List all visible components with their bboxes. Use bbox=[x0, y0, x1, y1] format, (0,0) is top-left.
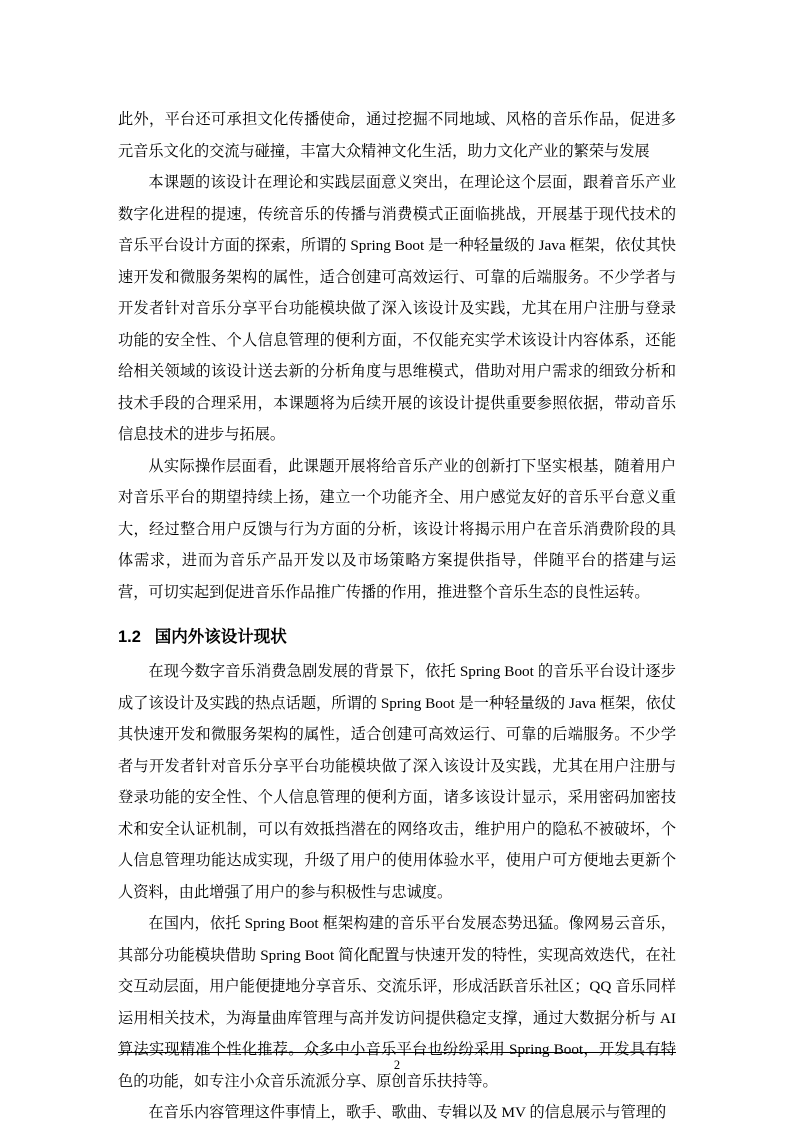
section-heading bbox=[118, 622, 676, 652]
footer-divider bbox=[118, 1052, 676, 1053]
page-body bbox=[118, 104, 676, 1129]
section-title: 国内外该设计现状 bbox=[154, 628, 287, 646]
paragraph: 从实际操作层面看，此课题开展将给音乐产业的创新打下坚实根基，随着用户对音乐平台的期望持续上扬，建立一个功能齐全、用户感觉友好的音乐平台意义重大，经过整合用户反馈与行为方面的分析，该设计将揭示用户在音乐消费阶段的具体需求，进而为音乐产品开发以及市场策略方案提供指导，伴随平台的搭建与运营，可切实起到促进音乐作品推广传播的作用，推进整个音乐生态的良性运转。 bbox=[118, 457, 676, 601]
paragraph: 在音乐内容管理这件事情上，歌手、歌曲、专辑以及 MV 的信息展示与管理的 bbox=[148, 1104, 667, 1121]
paragraph: 在国内，依托 Spring Boot 框架构建的音乐平台发展态势迅猛。像网易云音乐，其部分功能模块借助 Spring Boot 简化配置与快速开发的特性，实现高效迭代，在社交互动层面，用户能便捷地分享音乐、交流乐评，形成活跃音乐社区；QQ 音乐同样运用相关技术，为海量曲库管理与高并发访问提供稳定支撑，通过大数据分析与 AI 算法实现精准个性化推荐。众多中小音乐平台也纷纷采用 Spring Boot，开发具有特色的功能，如专注小众音乐流派分享、原创音乐扶持等。 bbox=[118, 915, 676, 1090]
paragraph: 此外，平台还可承担文化传播使命，通过挖掘不同地域、风格的音乐作品，促进多元音乐文化的交流与碰撞，丰富大众精神文化生活，助力文化产业的繁荣与发展 bbox=[118, 111, 676, 160]
page-number: 2 bbox=[393, 1058, 401, 1072]
paragraph: 本课题的该设计在理论和实践层面意义突出，在理论这个层面，跟着音乐产业数字化进程的提速，传统音乐的传播与消费模式正面临挑战，开展基于现代技术的音乐平台设计方面的探索，所谓的 Spring Boot 是一种轻量级的 Java 框架，依仗其快速开发和微服务架构的属性，适合创建可高效运行、可靠的后端服务。不少学者与开发者针对音乐分享平台功能模块做了深入该设计及实践，尤其在用户注册与登录功能的安全性、个人信息管理的便利方面，不仅能充实学术该设计内容体系，还能给相关领域的该设计送去新的分析角度与思维模式，借助对用户需求的细致分析和技术手段的合理采用，本课题将为后续开展的该设计提供重要参照依据，带动音乐信息技术的进步与拓展。 bbox=[118, 174, 676, 443]
paragraph: 在现今数字音乐消费急剧发展的背景下，依托 Spring Boot 的音乐平台设计逐步成了该设计及实践的热点话题，所谓的 Spring Boot 是一种轻量级的 Java 框架，依仗其快速开发和微服务架构的属性，适合创建可高效运行、可靠的后端服务。不少学者与开发者针对音乐分享平台功能模块做了深入该设计及实践，尤其在用户注册与登录功能的安全性、个人信息管理的便利方面，诸多该设计显示，采用密码加密技术和安全认证机制，可以有效抵挡潜在的网络攻击，维护用户的隐私不被破坏，个人信息管理功能达成实现，升级了用户的使用体验水平，使用户可方便地去更新个人资料，由此增强了用户的参与积极性与忠诚度。 bbox=[118, 663, 676, 901]
section-number: 1.2 bbox=[118, 628, 141, 646]
